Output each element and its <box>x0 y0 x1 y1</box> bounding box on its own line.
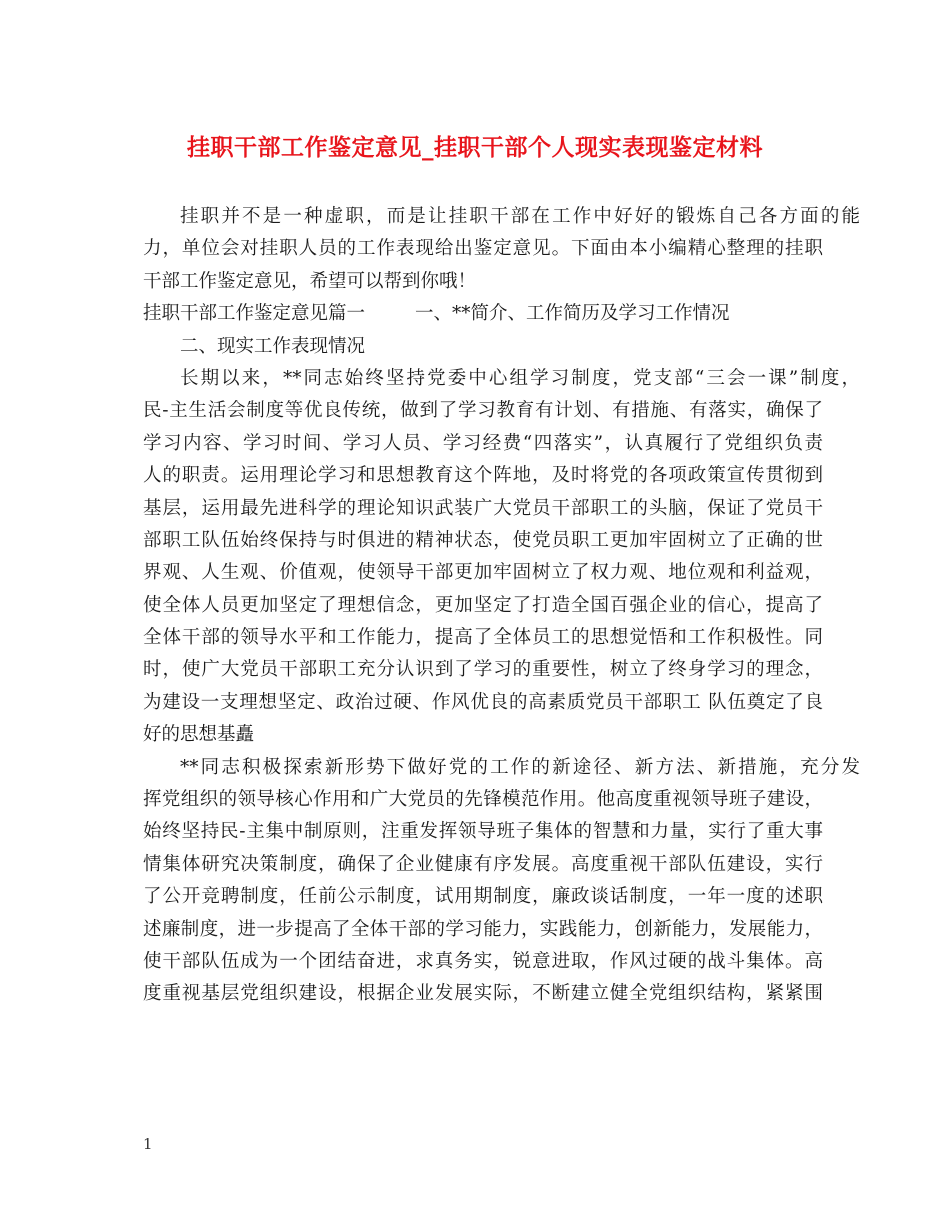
page-number: 1 <box>143 1135 153 1153</box>
paragraph-line: 基层，运用最先进科学的理论知识武装广大党员干部职工的头脑，保证了党员干 <box>143 497 823 519</box>
paragraph-line: 全体干部的领导水平和工作能力，提高了全体员工的思想觉悟和工作积极性。同 <box>143 627 823 649</box>
paragraph-line: 述廉制度，进一步提高了全体干部的学习能力，实践能力，创新能力，发展能力， <box>143 918 823 940</box>
intro-paragraph <box>143 201 860 298</box>
subheading-two: 二、现实工作表现情况 <box>180 335 366 357</box>
paragraph-line: 始终坚持民-主集中制原则，注重发挥领导班子集体的智慧和力量，实行了重大事 <box>143 821 823 843</box>
section-heading <box>143 298 823 330</box>
paragraph-line: 度重视基层党组织建设，根据企业发展实际，不断建立健全党组织结构，紧紧围 <box>143 983 823 1005</box>
paragraph-line: 学习内容、学习时间、学习人员、学习经费“四落实”，认真履行了党组织负责 <box>143 432 823 454</box>
paragraph-line: 使全体人员更加坚定了理想信念，更加坚定了打造全国百强企业的信心，提高了 <box>143 594 823 616</box>
paragraph-line: 时，使广大党员干部职工充分认识到了学习的重要性，树立了终身学习的理念， <box>143 659 823 681</box>
document-title: 挂职干部工作鉴定意见_挂职干部个人现实表现鉴定材料 <box>187 134 763 161</box>
paragraph-line: 为建设一支理想坚定、政治过硬、作风优良的高素质党员干部职工 队伍奠定了良 <box>143 691 823 713</box>
document-body <box>143 201 860 1011</box>
paragraph-line: **同志积极探索新形势下做好党的工作的新途径、新方法、新措施，充分发 <box>180 756 860 778</box>
paragraph-line: 挥党组织的领导核心作用和广大党员的先锋模范作用。他高度重视领导班子建设， <box>143 789 823 811</box>
paragraph-line: 长期以来，**同志始终坚持党委中心组学习制度，党支部“三会一课”制度， <box>180 367 860 389</box>
paragraph-line: 情集体研究决策制度，确保了企业健康有序发展。高度重视干部队伍建设，实行 <box>143 853 823 875</box>
paragraph-line: 民-主生活会制度等优良传统，做到了学习教育有计划、有措施、有落实，确保了 <box>143 400 823 422</box>
paragraph-line: 界观、人生观、价值观，使领导干部更加牢固树立了权力观、地位观和利益观， <box>143 562 823 584</box>
paragraph-line: 人的职责。运用理论学习和思想教育这个阵地，及时将党的各项政策宣传贯彻到 <box>143 465 823 487</box>
paragraph-two <box>143 752 860 1011</box>
paragraph-line: 部职工队伍始终保持与时俱进的精神状态，使党员职工更加牢固树立了正确的世 <box>143 529 823 551</box>
intro-line: 力，单位会对挂职人员的工作表现给出鉴定意见。下面由本小编精心整理的挂职 <box>143 238 823 260</box>
intro-line: 干部工作鉴定意见，希望可以帮到你哦！ <box>143 270 477 292</box>
paragraph-line: 使干部队伍成为一个团结奋进，求真务实，锐意进取，作风过硬的战斗集体。高 <box>143 950 823 972</box>
section-heading-title: 挂职干部工作鉴定意见篇一 <box>143 303 366 325</box>
paragraph-one <box>143 363 860 752</box>
section-heading-subtitle: 一、**简介、工作简历及学习工作情况 <box>415 303 730 325</box>
intro-line: 挂职并不是一种虚职，而是让挂职干部在工作中好好的锻炼自己各方面的能 <box>180 206 860 227</box>
paragraph-line: 好的思想基矗 <box>143 724 255 746</box>
paragraph-line: 了公开竞聘制度，任前公示制度，试用期制度，廉政谈话制度，一年一度的述职 <box>143 886 823 908</box>
